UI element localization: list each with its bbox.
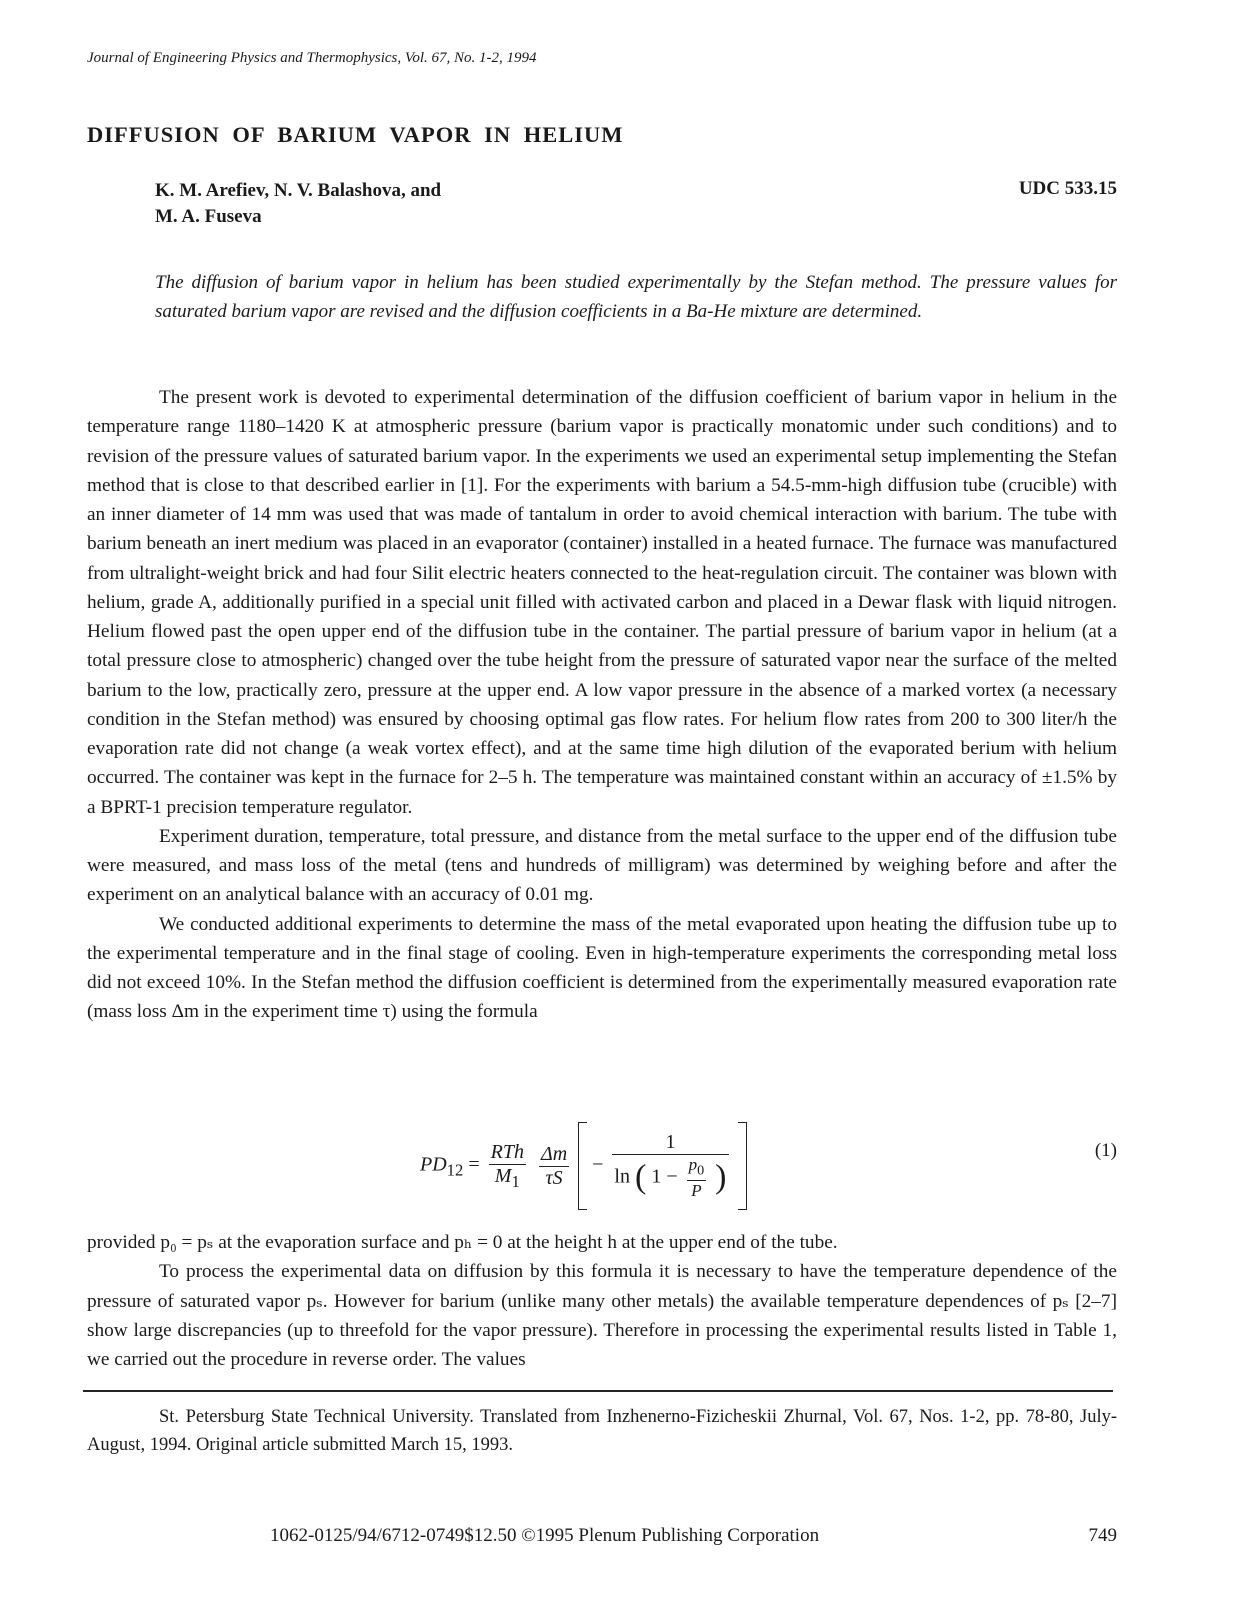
fraction-p0-p [687,1155,707,1200]
article-title: DIFFUSION OF BARIUM VAPOR IN HELIUM [87,122,624,147]
numerator: Δm [540,1142,568,1165]
fraction-dm-taus [539,1143,569,1190]
p-sub: 0 [697,1162,705,1179]
numerator: RTh [490,1140,524,1163]
den-m: M [494,1164,512,1187]
body-text [87,383,1117,1027]
ln: ln [614,1165,630,1188]
footnote-divider [83,1390,1113,1392]
p: p [688,1155,698,1175]
fraction-log [612,1131,728,1200]
author-line: K. M. Arefiev, N. V. Balashova, and [155,180,442,201]
authors [155,178,441,230]
numerator [687,1155,707,1180]
left-bracket [578,1122,587,1210]
paragraph: To process the experimental data on diffusion by this formula it is necessary to have the temperature dependence of the pressure of saturated vapor pₛ. However for barium (unlike many other metals) the available temperature dependences of pₛ [2–7] show large discrepancies (up to threefold for the vapor pressure). Therefore in processing the experimental results listed in Table 1, we carried out the procedure in reverse order. The values [87,1261,1117,1370]
eq-sign: = [468,1153,480,1176]
paren: ) [715,1159,727,1196]
paragraph: The present work is devoted to experimental determination of the diffusion coefficient of barium vapor in helium in the temperature range 1180–1420 K at atmospheric pressure (barium vapor is practically monatomic under such conditions) and to revision of the pressure values of saturated barium vapor. In the experiments we used an experimental setup implementing the Stefan method that is close to that described earlier in [1]. For the experiments with barium a 54.5-mm-high diffusion tube (crucible) with an inner diameter of 14 mm was used that was made of tantalum in order to avoid chemical interaction with barium. The tube with barium beneath an inert medium was placed in an evaporator (container) installed in a heated furnace. The furnace was manufactured from ultralight-weight brick and had four Silit electric heaters connected to the heat-regulation circuit. The container was blown with helium, grade A, additionally purified in a special unit filled with activated carbon and placed in a Dewar flask with liquid nitrogen. Helium flowed past the open upper end of the diffusion tube in the container. The partial pressure of barium vapor in helium (at a total pressure close to atmospheric) changed over the tube height from the pressure of saturated vapor near the surface of the melted barium to the low, practically zero, pressure at the upper end. A low vapor pressure in the absence of a marked vortex (a necessary condition in the Stefan method) was ensured by choosing optimal gas flow rates. For helium flow rates from 200 to 300 liter/h the evaporation rate did not change (a weak vortex effect), and at the same time high dilution of the evaporated berium with helium occurred. The container was kept in the furnace for 2–5 h. The temperature was maintained constant within an accuracy of ±1.5% by a BPRT-1 precision temperature regulator. [87,387,1117,818]
minus-sign: − [592,1153,604,1176]
paren: ( [634,1159,647,1196]
right-bracket [738,1122,747,1210]
journal-header: Journal of Engineering Physics and Thermophysics, Vol. 67, No. 1-2, 1994 [87,50,537,66]
denominator [612,1155,728,1200]
den-sub: 1 [511,1171,520,1191]
eq-lhs-sub: 12 [446,1160,464,1180]
equation-number: (1) [1094,1140,1117,1161]
copyright-line: 1062-0125/94/6712-0749$12.50 ©1995 Plenum Publishing Corporation [270,1525,820,1546]
numerator: 1 [612,1131,728,1155]
paragraph: provided p₀ = pₛ at the evaporation surface and pₕ = 0 at the height h at the upper end of the tube. [87,1232,838,1253]
eq-lhs: PD [420,1153,447,1176]
denominator [489,1165,526,1192]
footnote: St. Petersburg State Technical University. Translated from Inzhenerno-Fizicheskii Zhurnal, Vol. 67, Nos. 1-2, pp. 78-80, July-August, 1994. Original article submitted March 15, 1993. [87,1407,1117,1455]
one-minus: 1 − [651,1165,678,1188]
paragraph: Experiment duration, temperature, total pressure, and distance from the metal surface to the upper end of the diffusion tube were measured, and mass loss of the metal (tens and hundreds of milligram) was determined by weighing before and after the experiment on an analytical balance with an accuracy of 0.01 mg. [87,825,1117,906]
denominator: P [691,1180,702,1200]
denominator: τS [545,1166,563,1189]
body-text-continued [87,1228,1117,1374]
paragraph: We conducted additional experiments to determine the mass of the metal evaporated upon heating the diffusion tube up to the experimental temperature and in the final stage of cooling. Even in high-temperature experiments the corresponding metal loss did not exceed 10%. In the Stefan method the diffusion coefficient is determined from the experimentally measured evaporation rate (mass loss Δm in the experiment time τ) using the formula [87,913,1117,1023]
equation-1 [420,1122,747,1210]
author-line: M. A. Fuseva [155,206,262,227]
fraction-rth-m1 [489,1141,526,1192]
udc-code: UDC 533.15 [1018,178,1117,199]
abstract: The diffusion of barium vapor in helium has been studied experimentally by the Stefan method. The pressure values for saturated barium vapor are revised and the diffusion coefficients in a Ba-He mixture are determined. [155,272,1117,323]
page-number: 749 [1088,1525,1117,1546]
